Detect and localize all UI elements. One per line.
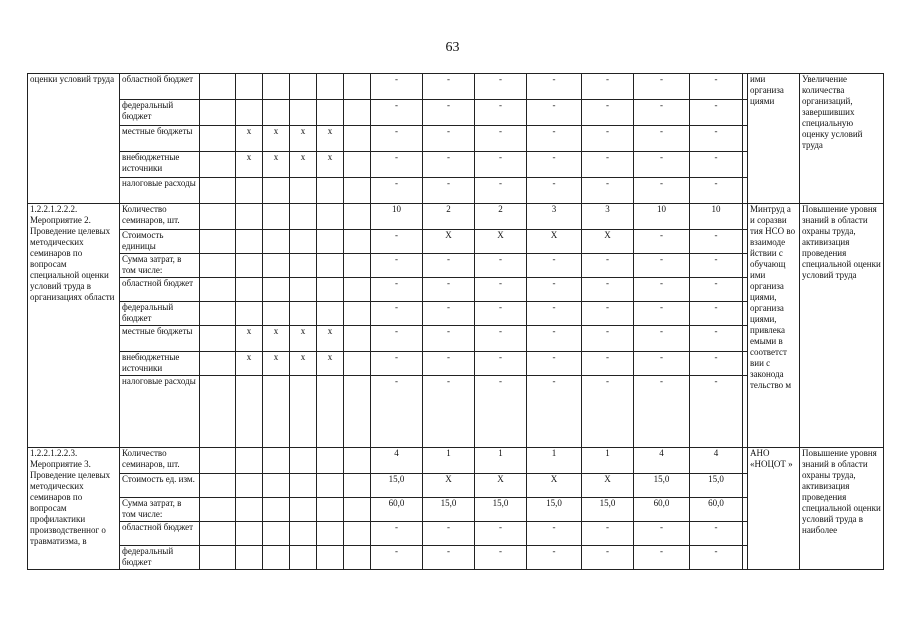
period-mark-cell: x: [317, 326, 344, 352]
value-cell: 10: [634, 204, 690, 230]
period-mark-cell: [290, 74, 317, 100]
period-mark-cell: [236, 254, 263, 278]
period-mark-cell: x: [263, 326, 290, 352]
value-cell: -: [371, 178, 423, 204]
period-mark-cell: [263, 74, 290, 100]
value-cell: -: [582, 126, 634, 152]
value-cell: 15,0: [371, 474, 423, 498]
value-cell: -: [527, 522, 582, 546]
value-cell: 15,0: [527, 498, 582, 522]
period-mark-cell: [263, 498, 290, 522]
period-mark-cell: [263, 546, 290, 570]
period-mark-cell: [236, 376, 263, 448]
empty-cell: [344, 376, 371, 448]
period-mark-cell: [263, 302, 290, 326]
value-cell: -: [634, 546, 690, 570]
value-cell: -: [690, 152, 743, 178]
value-cell: -: [527, 74, 582, 100]
value-cell: -: [423, 74, 475, 100]
period-mark-cell: [263, 204, 290, 230]
period-mark-cell: [290, 498, 317, 522]
table-row: [28, 74, 884, 100]
empty-cell: [200, 178, 236, 204]
spacer-cell: [743, 498, 748, 522]
period-mark-cell: x: [290, 152, 317, 178]
spacer-cell: [743, 546, 748, 570]
spacer-cell: [743, 522, 748, 546]
value-cell: -: [371, 126, 423, 152]
spacer-cell: [743, 100, 748, 126]
value-cell: -: [475, 326, 527, 352]
value-cell: -: [634, 302, 690, 326]
program-table: [27, 73, 884, 570]
value-cell: -: [690, 546, 743, 570]
period-mark-cell: [317, 376, 344, 448]
spacer-cell: [743, 178, 748, 204]
table-row: [28, 204, 884, 230]
value-cell: -: [371, 230, 423, 254]
spacer-cell: [743, 326, 748, 352]
value-cell: -: [371, 254, 423, 278]
indicator-label: областной бюджет: [120, 278, 200, 302]
value-cell: 15,0: [582, 498, 634, 522]
period-mark-cell: [290, 230, 317, 254]
empty-cell: [344, 498, 371, 522]
period-mark-cell: [317, 100, 344, 126]
empty-cell: [200, 278, 236, 302]
empty-cell: [344, 100, 371, 126]
empty-cell: [344, 230, 371, 254]
value-cell: -: [582, 546, 634, 570]
empty-cell: [344, 178, 371, 204]
empty-cell: [344, 474, 371, 498]
value-cell: 60,0: [690, 498, 743, 522]
indicator-label: налоговые расходы: [120, 178, 200, 204]
period-mark-cell: [317, 498, 344, 522]
value-cell: 1: [475, 448, 527, 474]
value-cell: -: [527, 352, 582, 376]
value-cell: -: [634, 152, 690, 178]
value-cell: -: [475, 254, 527, 278]
period-mark-cell: [263, 230, 290, 254]
value-cell: -: [634, 278, 690, 302]
value-cell: -: [423, 254, 475, 278]
value-cell: -: [634, 352, 690, 376]
value-cell: -: [690, 230, 743, 254]
period-mark-cell: [236, 498, 263, 522]
value-cell: -: [582, 522, 634, 546]
empty-cell: [344, 126, 371, 152]
value-cell: 2: [475, 204, 527, 230]
value-cell: -: [690, 278, 743, 302]
period-mark-cell: [290, 376, 317, 448]
empty-cell: [200, 302, 236, 326]
value-cell: -: [371, 546, 423, 570]
empty-cell: [200, 376, 236, 448]
value-cell: -: [371, 376, 423, 448]
period-mark-cell: [290, 278, 317, 302]
value-cell: -: [527, 326, 582, 352]
period-mark-cell: [290, 448, 317, 474]
value-cell: -: [527, 278, 582, 302]
value-cell: -: [475, 100, 527, 126]
value-cell: 2: [423, 204, 475, 230]
period-mark-cell: [263, 522, 290, 546]
period-mark-cell: [236, 302, 263, 326]
value-cell: 60,0: [371, 498, 423, 522]
value-cell: 3: [527, 204, 582, 230]
period-mark-cell: [290, 302, 317, 326]
spacer-cell: [743, 474, 748, 498]
value-cell: -: [423, 302, 475, 326]
period-mark-cell: [290, 522, 317, 546]
period-mark-cell: [317, 254, 344, 278]
value-cell: X: [582, 230, 634, 254]
period-mark-cell: [236, 448, 263, 474]
spacer-cell: [743, 126, 748, 152]
value-cell: -: [423, 376, 475, 448]
period-mark-cell: x: [236, 126, 263, 152]
period-mark-cell: [263, 448, 290, 474]
value-cell: -: [582, 326, 634, 352]
period-mark-cell: x: [263, 152, 290, 178]
value-cell: -: [582, 178, 634, 204]
period-mark-cell: [263, 178, 290, 204]
value-cell: -: [690, 522, 743, 546]
period-mark-cell: [317, 474, 344, 498]
empty-cell: [200, 498, 236, 522]
indicator-label: налоговые расходы: [120, 376, 200, 448]
value-cell: 1: [423, 448, 475, 474]
spacer-cell: [743, 278, 748, 302]
value-cell: 1: [582, 448, 634, 474]
activity-name-cell: 1.2.2.1.2.2.3. Мероприятие 3. Проведение целевых методических семинаров по вопросам профилактики производственног о травматизма, в: [28, 448, 120, 570]
empty-cell: [200, 204, 236, 230]
empty-cell: [200, 230, 236, 254]
empty-cell: [344, 152, 371, 178]
indicator-label: Стоимость ед. изм.: [120, 474, 200, 498]
empty-cell: [200, 152, 236, 178]
value-cell: -: [634, 178, 690, 204]
value-cell: -: [582, 74, 634, 100]
indicator-label: Количество семинаров, шт.: [120, 204, 200, 230]
period-mark-cell: x: [317, 126, 344, 152]
value-cell: -: [582, 152, 634, 178]
value-cell: 15,0: [634, 474, 690, 498]
table-row: [28, 448, 884, 474]
value-cell: -: [634, 522, 690, 546]
value-cell: -: [475, 178, 527, 204]
value-cell: 15,0: [475, 498, 527, 522]
value-cell: -: [475, 126, 527, 152]
value-cell: -: [527, 302, 582, 326]
value-cell: -: [423, 546, 475, 570]
empty-cell: [200, 74, 236, 100]
period-mark-cell: [290, 254, 317, 278]
value-cell: -: [582, 302, 634, 326]
period-mark-cell: [236, 204, 263, 230]
value-cell: -: [371, 302, 423, 326]
value-cell: -: [475, 522, 527, 546]
period-mark-cell: x: [263, 352, 290, 376]
period-mark-cell: [317, 230, 344, 254]
spacer-cell: [743, 352, 748, 376]
period-mark-cell: [290, 204, 317, 230]
value-cell: -: [423, 326, 475, 352]
value-cell: -: [634, 376, 690, 448]
empty-cell: [344, 74, 371, 100]
value-cell: -: [371, 326, 423, 352]
activity-name-cell: оценки условий труда: [28, 74, 120, 204]
indicator-label: местные бюджеты: [120, 326, 200, 352]
period-mark-cell: x: [263, 126, 290, 152]
period-mark-cell: [317, 302, 344, 326]
period-mark-cell: [317, 546, 344, 570]
period-mark-cell: [236, 522, 263, 546]
indicator-label: областной бюджет: [120, 74, 200, 100]
value-cell: -: [527, 100, 582, 126]
result-cell: Повышение уровня знаний в области охраны труда, активизация проведения специальной оценки условий труда: [800, 204, 884, 448]
value-cell: -: [582, 278, 634, 302]
value-cell: -: [690, 376, 743, 448]
executor-cell: Минтруд а и соразви тия НСО во взаимоде йствии с обучающ ими организа циями, организа циями, привлека емыми в соответст вии с законода тельство м: [748, 204, 800, 448]
empty-cell: [200, 448, 236, 474]
empty-cell: [200, 474, 236, 498]
indicator-label: внебюджетные источники: [120, 352, 200, 376]
indicator-label: Количество семинаров, шт.: [120, 448, 200, 474]
value-cell: 4: [690, 448, 743, 474]
indicator-label: Сумма затрат, в том числе:: [120, 254, 200, 278]
empty-cell: [200, 126, 236, 152]
value-cell: -: [634, 126, 690, 152]
result-cell: Повышение уровня знаний в области охраны труда, активизация проведения специальной оценки условий труда в наиболее: [800, 448, 884, 570]
empty-cell: [200, 100, 236, 126]
period-mark-cell: [317, 522, 344, 546]
value-cell: -: [475, 546, 527, 570]
value-cell: -: [582, 376, 634, 448]
empty-cell: [344, 448, 371, 474]
period-mark-cell: [263, 100, 290, 126]
period-mark-cell: [263, 376, 290, 448]
empty-cell: [344, 326, 371, 352]
indicator-label: Сумма затрат, в том числе:: [120, 498, 200, 522]
value-cell: -: [634, 254, 690, 278]
value-cell: X: [475, 230, 527, 254]
period-mark-cell: [317, 448, 344, 474]
empty-cell: [344, 546, 371, 570]
value-cell: 10: [690, 204, 743, 230]
value-cell: -: [582, 352, 634, 376]
indicator-label: внебюджетные источники: [120, 152, 200, 178]
empty-cell: [200, 352, 236, 376]
value-cell: 1: [527, 448, 582, 474]
value-cell: -: [423, 178, 475, 204]
period-mark-cell: x: [236, 326, 263, 352]
value-cell: -: [582, 254, 634, 278]
value-cell: -: [475, 302, 527, 326]
value-cell: -: [475, 278, 527, 302]
period-mark-cell: x: [317, 152, 344, 178]
value-cell: -: [634, 230, 690, 254]
value-cell: X: [527, 474, 582, 498]
value-cell: 60,0: [634, 498, 690, 522]
period-mark-cell: x: [290, 352, 317, 376]
period-mark-cell: [236, 100, 263, 126]
executor-cell: АНО «НОЦОТ »: [748, 448, 800, 570]
spacer-cell: [743, 152, 748, 178]
spacer-cell: [743, 376, 748, 448]
value-cell: -: [423, 152, 475, 178]
value-cell: -: [475, 74, 527, 100]
indicator-label: федеральный бюджет: [120, 302, 200, 326]
spacer-cell: [743, 302, 748, 326]
period-mark-cell: [290, 474, 317, 498]
period-mark-cell: [263, 474, 290, 498]
indicator-label: Стоимость единицы: [120, 230, 200, 254]
value-cell: -: [527, 254, 582, 278]
spacer-cell: [743, 230, 748, 254]
value-cell: -: [371, 152, 423, 178]
period-mark-cell: [290, 546, 317, 570]
value-cell: -: [690, 100, 743, 126]
indicator-label: областной бюджет: [120, 522, 200, 546]
value-cell: -: [634, 100, 690, 126]
value-cell: -: [634, 326, 690, 352]
value-cell: -: [690, 178, 743, 204]
period-mark-cell: [263, 254, 290, 278]
empty-cell: [344, 204, 371, 230]
value-cell: -: [475, 152, 527, 178]
value-cell: X: [582, 474, 634, 498]
period-mark-cell: x: [236, 152, 263, 178]
value-cell: -: [423, 126, 475, 152]
empty-cell: [344, 278, 371, 302]
value-cell: -: [634, 74, 690, 100]
empty-cell: [200, 522, 236, 546]
value-cell: -: [371, 522, 423, 546]
period-mark-cell: [263, 278, 290, 302]
executor-cell: ими организа циями: [748, 74, 800, 204]
spacer-cell: [743, 254, 748, 278]
period-mark-cell: [236, 278, 263, 302]
result-cell: Увеличение количества организаций, завершивших специальную оценку условий труда: [800, 74, 884, 204]
value-cell: -: [475, 376, 527, 448]
value-cell: -: [690, 126, 743, 152]
period-mark-cell: x: [290, 126, 317, 152]
period-mark-cell: [317, 74, 344, 100]
value-cell: -: [690, 74, 743, 100]
value-cell: 10: [371, 204, 423, 230]
value-cell: -: [423, 278, 475, 302]
period-mark-cell: [317, 278, 344, 302]
value-cell: X: [475, 474, 527, 498]
value-cell: -: [527, 126, 582, 152]
value-cell: 3: [582, 204, 634, 230]
indicator-label: местные бюджеты: [120, 126, 200, 152]
value-cell: -: [690, 326, 743, 352]
value-cell: -: [371, 278, 423, 302]
period-mark-cell: [236, 230, 263, 254]
value-cell: X: [423, 474, 475, 498]
value-cell: -: [690, 352, 743, 376]
value-cell: -: [527, 546, 582, 570]
empty-cell: [344, 522, 371, 546]
empty-cell: [344, 302, 371, 326]
empty-cell: [200, 254, 236, 278]
empty-cell: [200, 546, 236, 570]
value-cell: -: [423, 352, 475, 376]
value-cell: -: [582, 100, 634, 126]
period-mark-cell: [236, 74, 263, 100]
period-mark-cell: [290, 178, 317, 204]
period-mark-cell: [317, 178, 344, 204]
period-mark-cell: x: [290, 326, 317, 352]
value-cell: -: [475, 352, 527, 376]
value-cell: -: [690, 302, 743, 326]
empty-cell: [200, 326, 236, 352]
value-cell: -: [371, 74, 423, 100]
period-mark-cell: [236, 546, 263, 570]
value-cell: 15,0: [690, 474, 743, 498]
period-mark-cell: [236, 474, 263, 498]
indicator-label: федеральный бюджет: [120, 546, 200, 570]
value-cell: -: [371, 100, 423, 126]
empty-cell: [344, 254, 371, 278]
period-mark-cell: [290, 100, 317, 126]
activity-name-cell: 1.2.2.1.2.2.2. Мероприятие 2. Проведение целевых методических семинаров по вопросам специальной оценки условий труда в организациях области: [28, 204, 120, 448]
value-cell: -: [527, 376, 582, 448]
period-mark-cell: x: [317, 352, 344, 376]
value-cell: X: [423, 230, 475, 254]
value-cell: -: [527, 178, 582, 204]
value-cell: -: [423, 522, 475, 546]
page-number: 63: [445, 40, 460, 55]
empty-cell: [344, 352, 371, 376]
period-mark-cell: x: [236, 352, 263, 376]
value-cell: -: [527, 152, 582, 178]
value-cell: -: [690, 254, 743, 278]
value-cell: -: [423, 100, 475, 126]
value-cell: 4: [634, 448, 690, 474]
value-cell: 15,0: [423, 498, 475, 522]
value-cell: -: [371, 352, 423, 376]
period-mark-cell: [236, 178, 263, 204]
value-cell: 4: [371, 448, 423, 474]
value-cell: X: [527, 230, 582, 254]
indicator-label: федеральный бюджет: [120, 100, 200, 126]
period-mark-cell: [317, 204, 344, 230]
